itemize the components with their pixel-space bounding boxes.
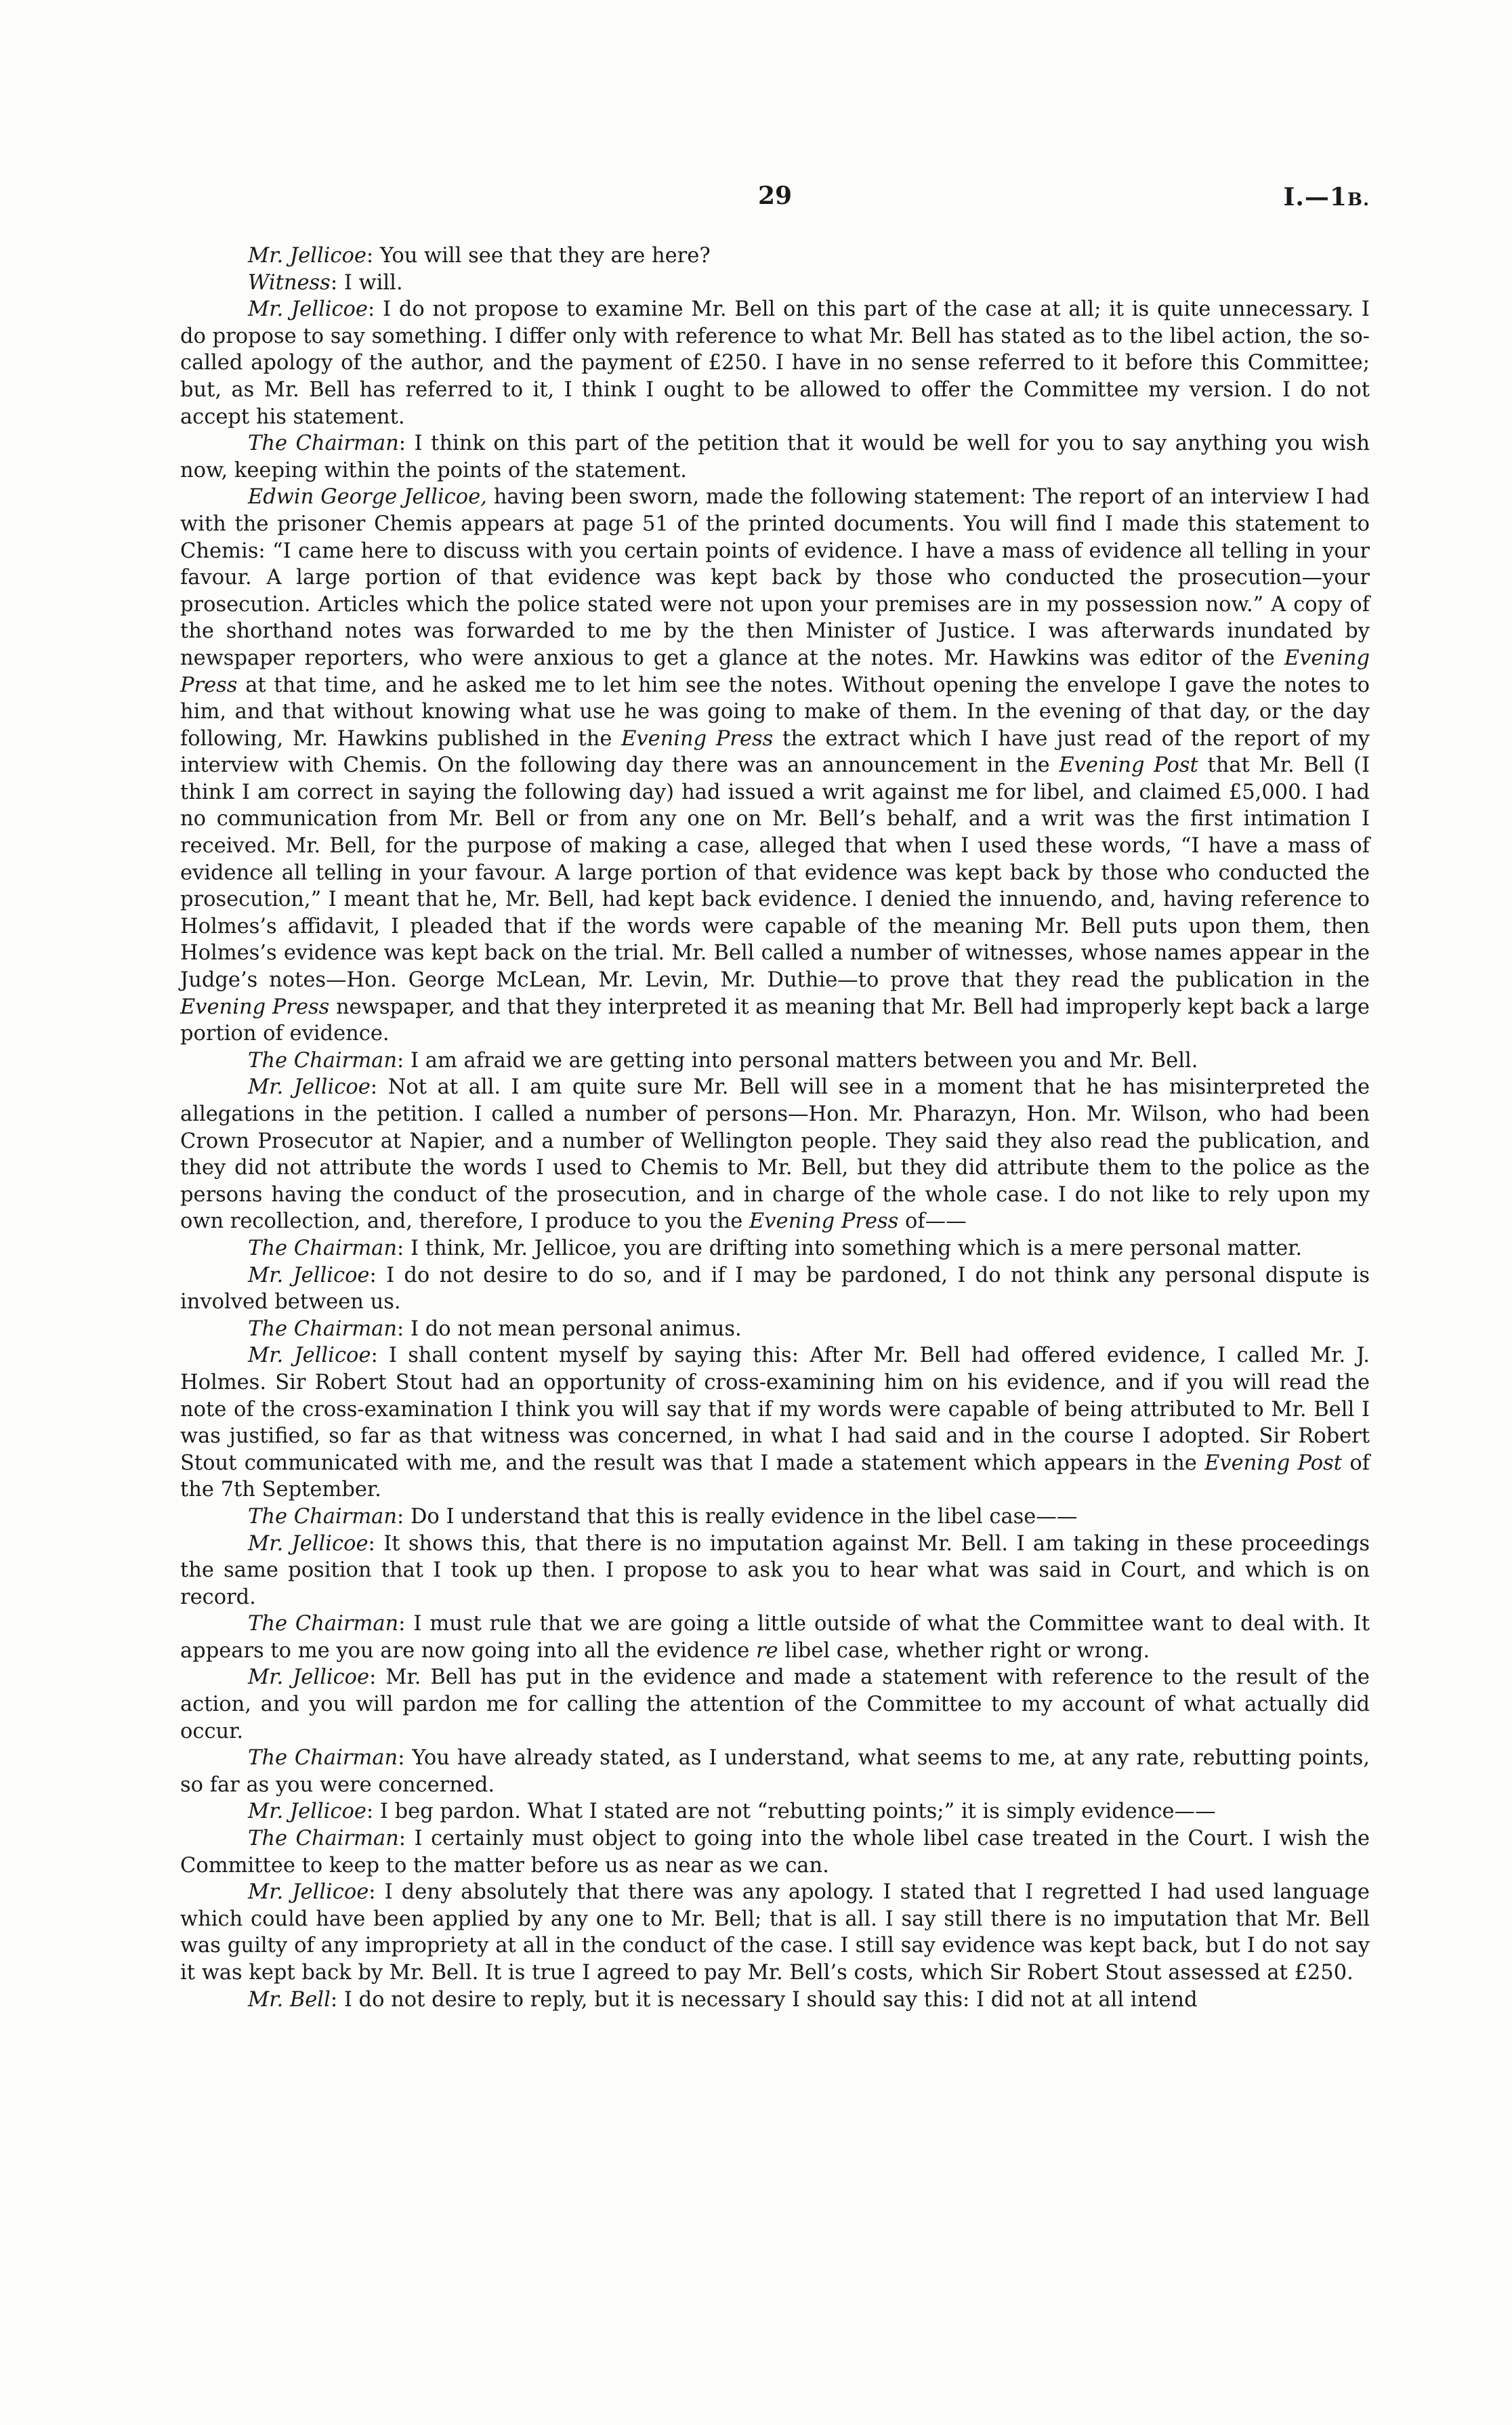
speaker-name: The Chairman: [248, 1317, 397, 1341]
transcript-paragraph: [180, 430, 1370, 484]
speaker-separator: :: [396, 1048, 411, 1073]
statement-text: I certainly must object to going into the whole libel case treated in the Court. I wish the Committee to keep to the matter before us as near as we can.: [180, 1827, 1370, 1878]
speaker-separator: :: [366, 244, 380, 268]
transcript-paragraph: [180, 1798, 1370, 1825]
transcript-paragraph: [180, 1879, 1370, 1986]
speaker-separator: :: [370, 1075, 388, 1100]
speaker-separator: :: [369, 1263, 387, 1287]
statement-text: at that time, and he asked me to let him see the notes. Without opening the envelope I gave the notes to him, and that without knowing what use he was going to make of them. In the evening of that day, or the day following, Mr. Hawkins published in the: [180, 673, 1370, 751]
speaker-name: The Chairman: [248, 432, 399, 456]
speaker-separator: :: [398, 1827, 415, 1851]
section-code-main: I.—1: [1283, 183, 1347, 211]
transcript-body: [180, 243, 1370, 2013]
speaker-separator: :: [396, 1317, 411, 1341]
speaker-separator: :: [396, 1504, 411, 1529]
transcript-paragraph: [180, 1048, 1370, 1075]
speaker-separator: :: [398, 1612, 414, 1636]
statement-text: I do not propose to examine Mr. Bell on this part of the case at all; it is quite unnecessary. I do propose to say something. I differ only with reference to what Mr. Bell has stated as to the libel action, the so-called apology of the author, and the payment of £250. I have in no sense referred to it before this Committee; but, as Mr. Bell has referred to it, I think I ought to be allowed to offer the Committee my version. I do not accept his statement.: [180, 297, 1370, 429]
page-number: 29: [757, 182, 793, 210]
speaker-name: Mr. Jellicoe: [248, 297, 368, 322]
statement-text: I do not desire to reply, but it is necessary I should say this: I did not at all intend: [343, 1987, 1198, 2012]
transcript-paragraph: [180, 1611, 1370, 1664]
speaker-name: Mr. Jellicoe: [248, 1880, 369, 1905]
statement-text: that Mr. Bell (I think I am correct in saying the following day) had issued a writ against me for libel, and claimed £5,000. I had no communication from Mr. Bell or from any one on Mr. Bell’s behalf, and a writ was the first intimation I received. Mr. Bell, for the purpose of making a case, alleged that when I used these words, “I have a mass of evidence all telling in your favour. A large portion of that evidence was kept back by those who conducted the prosecution,” I meant that he, Mr. Bell, had kept back evidence. I denied the innuendo, and, having reference to Holmes’s affidavit, I pleaded that if the words were capable of the meaning Mr. Bell puts upon them, then Holmes’s evidence was kept back on the trial. Mr. Bell called a number of witnesses, whose names appear in the Judge’s notes—Hon. George McLean, Mr. Levin, Mr. Duthie—to prove that they read the publication in the: [180, 753, 1370, 993]
transcript-paragraph: [180, 1504, 1370, 1531]
speaker-separator: :: [369, 1880, 385, 1905]
statement-text: I think, Mr. Jellicoe, you are drifting into something which is a mere personal matter.: [410, 1236, 1303, 1260]
statement-text: libel case, whether right or wrong.: [778, 1638, 1150, 1663]
transcript-paragraph: [180, 1987, 1370, 2014]
speaker-name: Edwin George Jellicoe,: [248, 485, 487, 510]
italic-title: Evening Press: [180, 646, 1370, 697]
italic-title: Evening Press: [749, 1209, 899, 1234]
statement-text: I do not mean personal animus.: [410, 1317, 742, 1341]
statement-text: of the 7th September.: [180, 1451, 1370, 1502]
statement-text: I deny absolutely that there was any apology. I stated that I regretted I had used language which could have been applied by any one to Mr. Bell; that is all. I say still there is no imputation that Mr. Bell was guilty of any impropriety at all in the conduct of the case. I still say evidence was kept back, but I do not say it was kept back by Mr. Bell. It is true I agreed to pay Mr. Bell’s costs, which Sir Robert Stout assessed at £250.: [180, 1880, 1370, 1985]
statement-text: I do not desire to do so, and if I may be pardoned, I do not think any personal dispute is involved between us.: [180, 1263, 1370, 1314]
transcript-paragraph: [180, 1262, 1370, 1316]
speaker-separator: :: [330, 1987, 344, 2012]
transcript-paragraph: [180, 1825, 1370, 1879]
statement-text: I think on this part of the petition that it would be well for you to say anything you wish now, keeping within the points of the statement.: [180, 432, 1370, 482]
speaker-separator: :: [366, 1800, 380, 1824]
speaker-name: Mr. Jellicoe: [248, 1263, 370, 1287]
statement-text: having been sworn, made the following statement: The report of an interview I had with the prisoner Chemis appears at page 51 of the printed documents. You will find I made this statement to Chemis: “I came here to discuss with you certain points of evidence. I have a mass of evidence all telling in your favour. A large portion of that evidence was kept back by those who conducted the prosecution—your prosecution. Articles which the police stated were not upon your premises are in my possession now.” A copy of the shorthand notes was forwarded to me by the then Minister of Justice. I was afterwards inundated by newspaper reporters, who were anxious to get a glance at the notes. Mr. Hawkins was editor of the: [180, 485, 1370, 670]
statement-text: Not at all. I am quite sure Mr. Bell will see in a moment that he has misinterpreted the allegations in the petition. I called a number of persons—Hon. Mr. Pharazyn, Hon. Mr. Wilson, who had been Crown Prosecutor at Napier, and a number of Wellington people. They said they also read the publication, and they did not attribute the words I used to Chemis to Mr. Bell, but they did attribute them to the police as the persons having the conduct of the prosecution, and in charge of the whole case. I do not like to rely upon my own recollection, and, therefore, I produce to you the: [180, 1075, 1370, 1234]
speaker-name: The Chairman: [248, 1612, 399, 1636]
section-code: [1284, 183, 1370, 211]
italic-title: Evening Post: [1059, 753, 1198, 778]
speaker-name: Mr. Jellicoe: [248, 1075, 371, 1100]
statement-text: Mr. Bell has put in the evidence and made a statement with reference to the result of the action, and you will pardon me for calling the attention of the Committee to my account of what actually did occur.: [180, 1665, 1370, 1743]
italic-title: Evening Post: [1204, 1451, 1343, 1475]
speaker-name: The Chairman: [248, 1746, 398, 1770]
speaker-separator: :: [367, 297, 383, 322]
speaker-name: The Chairman: [248, 1048, 397, 1073]
speaker-name: The Chairman: [248, 1827, 399, 1851]
speaker-name: Witness: [248, 270, 331, 295]
speaker-name: Mr. Jellicoe: [248, 1665, 370, 1690]
statement-text: I will.: [343, 270, 403, 295]
speaker-separator: [487, 485, 494, 509]
transcript-paragraph: [180, 243, 1370, 270]
italic-title: Evening Press: [621, 726, 774, 751]
statement-text: Do I understand that this is really evidence in the libel case——: [410, 1504, 1078, 1529]
speaker-name: Mr. Bell: [248, 1987, 331, 2012]
speaker-name: The Chairman: [248, 1236, 397, 1260]
italic-title: Evening Press: [180, 995, 330, 1019]
transcript-paragraph: [180, 270, 1370, 297]
transcript-paragraph: [180, 1664, 1370, 1745]
transcript-paragraph: [180, 484, 1370, 1047]
speaker-separator: :: [396, 1236, 411, 1260]
speaker-name: Mr. Jellicoe: [248, 1531, 369, 1556]
speaker-name: Mr. Jellicoe: [248, 244, 366, 268]
statement-text: You have already stated, as I understand, what seems to me, at any rate, rebutting points, so far as you were concerned.: [180, 1746, 1370, 1797]
statement-text: newspaper, and that they interpreted it as meaning that Mr. Bell had improperly kept back a large portion of evidence.: [180, 995, 1370, 1046]
statement-text: the extract which I have just read of the report of my interview with Chemis. On the following day there was an announcement in the: [180, 726, 1370, 778]
statement-text: I must rule that we are going a little outside of what the Committee want to deal with. It appears to me you are now going into all the evidence: [180, 1612, 1370, 1663]
speaker-separator: :: [368, 1531, 384, 1556]
speaker-separator: :: [369, 1665, 386, 1690]
transcript-paragraph: [180, 1235, 1370, 1262]
statement-text: of——: [898, 1209, 967, 1234]
section-code-suffix: B.: [1347, 190, 1370, 210]
speaker-name: Mr. Jellicoe: [248, 1800, 366, 1824]
speaker-name: The Chairman: [248, 1504, 397, 1529]
transcript-paragraph: [180, 1745, 1370, 1798]
speaker-separator: :: [398, 432, 415, 456]
transcript-paragraph: [180, 296, 1370, 430]
speaker-separator: :: [371, 1344, 389, 1368]
speaker-separator: :: [330, 270, 344, 295]
transcript-paragraph: [180, 1316, 1370, 1343]
statement-text: I am afraid we are getting into personal matters between you and Mr. Bell.: [410, 1048, 1198, 1073]
statement-text: You will see that they are here?: [379, 244, 711, 268]
speaker-separator: :: [398, 1746, 413, 1770]
statement-text: I beg pardon. What I stated are not “rebutting points;” it is simply evidence——: [379, 1800, 1216, 1824]
statement-text: I shall content myself by saying this: After Mr. Bell had offered evidence, I called Mr. J. Holmes. Sir Robert Stout had an opportunity of cross-examining him on his evidence, and if you will read the note of the cross-examination I think you will say that if my words were capable of being attributed to Mr. Bell I was justified, so far as that witness was concerned, in what I had said and in the course I adopted. Sir Robert Stout communicated with me, and the result was that I made a statement which appears in the: [180, 1344, 1370, 1475]
transcript-paragraph: [180, 1342, 1370, 1504]
transcript-paragraph: [180, 1074, 1370, 1235]
page-header: [180, 178, 1370, 218]
speaker-name: Mr. Jellicoe: [248, 1344, 371, 1368]
italic-title: re: [755, 1638, 778, 1663]
statement-text: It shows this, that there is no imputation against Mr. Bell. I am taking in these proceedings the same position that I took up then. I propose to ask you to hear what was said in Court, and which is on record.: [180, 1531, 1370, 1609]
transcript-paragraph: [180, 1531, 1370, 1611]
